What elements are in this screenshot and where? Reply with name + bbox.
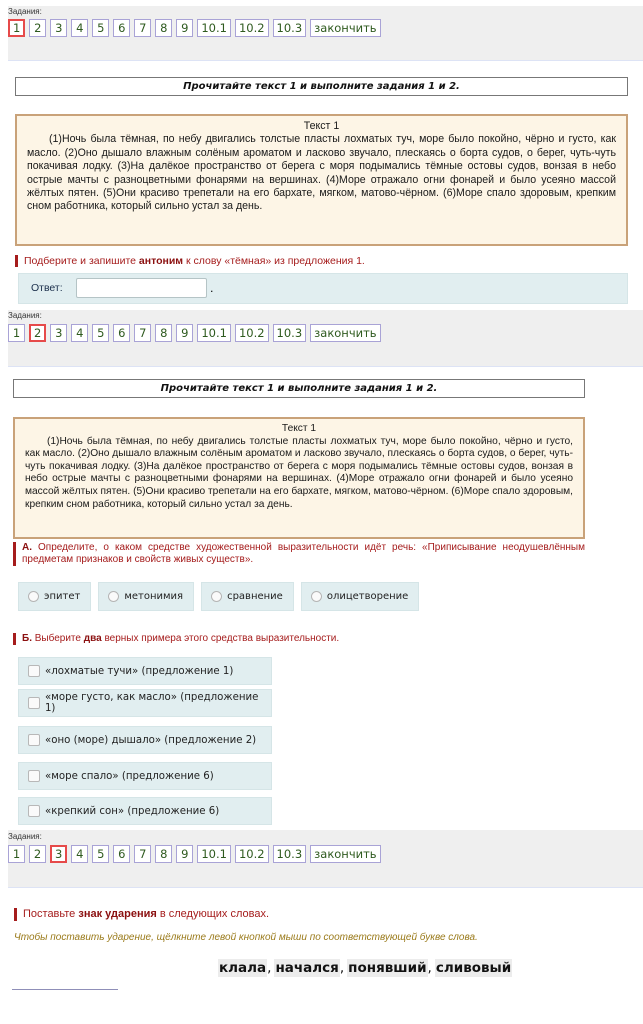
- checkbox-option[interactable]: [18, 657, 272, 685]
- stress-word[interactable]: клала: [219, 960, 267, 976]
- checkbox-label: «лохматые тучи» (предложение 1): [45, 665, 234, 677]
- radio-button[interactable]: [311, 591, 322, 602]
- nav-buttons: [8, 324, 381, 342]
- nav-label: Задания:: [8, 832, 42, 841]
- question-keyword: знак ударения: [78, 908, 157, 920]
- answer-label: Ответ:: [31, 282, 63, 294]
- task-button-8[interactable]: 8: [155, 324, 172, 342]
- question-b-text-end: верных примера этого средства выразительности.: [101, 633, 340, 644]
- checkbox-option[interactable]: [18, 797, 272, 825]
- task-button-5[interactable]: 5: [92, 324, 109, 342]
- task-button-10.1[interactable]: 10.1: [197, 19, 231, 37]
- question-keyword: антоним: [138, 255, 184, 267]
- checkbox[interactable]: [28, 770, 40, 782]
- checkbox[interactable]: [28, 805, 40, 817]
- checkbox-option[interactable]: [18, 762, 272, 790]
- nav-label: Задания:: [8, 7, 42, 16]
- task-frame-3: [0, 828, 643, 1024]
- question-b-keyword: два: [83, 633, 102, 644]
- task-button-7[interactable]: 7: [134, 845, 151, 863]
- stress-word[interactable]: начался: [275, 960, 339, 976]
- stress-word[interactable]: сливовый: [435, 960, 512, 976]
- task-header: Прочитайте текст 1 и выполните задания 1 и 2.: [15, 77, 628, 96]
- radio-label: сравнение: [227, 591, 283, 602]
- task-button-10.2[interactable]: 10.2: [235, 19, 269, 37]
- radio-label: олицетворение: [326, 591, 409, 602]
- task-button-10.3[interactable]: 10.3: [273, 19, 307, 37]
- radio-group: [18, 582, 419, 611]
- divider-line: [12, 989, 118, 990]
- answer-input[interactable]: [76, 278, 207, 298]
- task-button-5[interactable]: 5: [92, 845, 109, 863]
- task-frame-2: [0, 310, 643, 828]
- task-button-10.1[interactable]: 10.1: [197, 324, 231, 342]
- checkbox[interactable]: [28, 697, 40, 709]
- question-text: Подберите и запишите: [24, 255, 139, 267]
- checkbox-label: «крепкий сон» (предложение 6): [45, 805, 220, 817]
- task-button-10.2[interactable]: 10.2: [235, 845, 269, 863]
- text-body: (1)Ночь была тёмная, по небу двигались толстые пласты лохматых туч, море было покойно, чёрно и густо, как масло. (2)Оно дышало влажным солёным ароматом и ласково звучало, плескаясь о борта судов, о берег, чуть-чуть покачивая лодку. (3)На далёкое пространство от берега с моря подымались тёмные остовы судов, вонзая в небо острые мачты с разноцветными фонарями на вершинах. (4)Море отражало огни фонарей и было усеяно массой жёлтых пятен. (5)Они красиво трепетали на его бархате, мягком, матово-чёрном. (6)Море спало здоровым, крепким сном работника, который сильно устал за день.: [25, 435, 573, 510]
- task-button-3[interactable]: 3: [50, 845, 67, 863]
- text-passage: [13, 417, 585, 539]
- finish-button[interactable]: закончить: [310, 845, 380, 863]
- task-button-9[interactable]: 9: [176, 19, 193, 37]
- word-separator: ,: [339, 960, 345, 976]
- radio-option[interactable]: [301, 582, 420, 611]
- task-button-8[interactable]: 8: [155, 19, 172, 37]
- finish-button[interactable]: закончить: [310, 19, 380, 37]
- stress-word[interactable]: понявший: [348, 960, 427, 976]
- task-button-2[interactable]: 2: [29, 845, 46, 863]
- word-separator: ,: [267, 960, 272, 976]
- task-header: Прочитайте текст 1 и выполните задания 1 и 2.: [13, 379, 585, 398]
- task-button-4[interactable]: 4: [71, 324, 88, 342]
- radio-label: эпитет: [44, 591, 81, 602]
- checkbox-option[interactable]: [18, 689, 272, 717]
- task-nav-bar: [8, 830, 643, 888]
- task-button-3[interactable]: 3: [50, 19, 67, 37]
- question-stress: [14, 908, 269, 921]
- checkbox-label: «оно (море) дышало» (предложение 2): [45, 734, 257, 746]
- task-button-6[interactable]: 6: [113, 845, 130, 863]
- checkbox-option[interactable]: [18, 726, 272, 754]
- question-b-text: Выберите: [31, 633, 84, 644]
- question-a: [13, 542, 585, 566]
- question-text: Поставьте: [23, 908, 79, 920]
- task-button-10.2[interactable]: 10.2: [235, 324, 269, 342]
- task-button-1[interactable]: 1: [8, 845, 25, 863]
- question-text-end: к слову «тёмная» из предложения 1.: [183, 255, 365, 267]
- task-button-10.3[interactable]: 10.3: [273, 845, 307, 863]
- nav-buttons: [8, 19, 381, 37]
- task-button-2[interactable]: 2: [29, 324, 46, 342]
- text-body: (1)Ночь была тёмная, по небу двигались толстые пласты лохматых туч, море было покойно, чёрно и густо, как масло. (2)Оно дышало влажным солёным ароматом и ласково звучало, плескаясь о борта судов, о берег, чуть-чуть покачивая лодку. (3)На далёкое пространство от берега с моря подымались тёмные остовы судов, вонзая в небо острые мачты с разноцветными фонарями на вершинах. (4)Море отражало огни фонарей и было усеяно массой жёлтых пятен. (5)Они красиво трепетали на его бархате, мягком, матово-чёрном. (6)Море спало здоровым, крепким сном работника, который сильно устал за день.: [27, 133, 616, 213]
- word-separator: ,: [427, 960, 432, 976]
- radio-button[interactable]: [108, 591, 119, 602]
- task-button-1[interactable]: 1: [8, 324, 25, 342]
- task-button-7[interactable]: 7: [134, 324, 151, 342]
- task-button-7[interactable]: 7: [134, 19, 151, 37]
- hint-text: Чтобы поставить ударение, щёлкните левой кнопкой мыши по соответствующей букве слова.: [14, 932, 478, 943]
- task-button-9[interactable]: 9: [176, 324, 193, 342]
- answer-area: [18, 273, 628, 304]
- text-passage: [15, 114, 628, 246]
- task-button-4[interactable]: 4: [71, 19, 88, 37]
- task-button-3[interactable]: 3: [50, 324, 67, 342]
- task-button-9[interactable]: 9: [176, 845, 193, 863]
- radio-option[interactable]: [98, 582, 194, 611]
- nav-buttons: [8, 845, 381, 863]
- task-frame-1: [0, 0, 643, 310]
- task-button-6[interactable]: 6: [113, 19, 130, 37]
- radio-button[interactable]: [211, 591, 222, 602]
- radio-option[interactable]: [201, 582, 294, 611]
- radio-button[interactable]: [28, 591, 39, 602]
- task-button-10.1[interactable]: 10.1: [197, 845, 231, 863]
- question-antonym: [15, 255, 365, 267]
- radio-label: метонимия: [124, 591, 184, 602]
- stress-words: [218, 959, 512, 977]
- question-a-marker: А.: [22, 542, 32, 553]
- task-button-5[interactable]: 5: [92, 19, 109, 37]
- checkbox-label: «море спало» (предложение 6): [45, 770, 214, 782]
- answer-suffix: .: [210, 282, 214, 295]
- task-button-10.3[interactable]: 10.3: [273, 324, 307, 342]
- task-nav-bar: [8, 6, 643, 61]
- nav-label: Задания:: [8, 311, 42, 320]
- task-button-2[interactable]: 2: [29, 19, 46, 37]
- task-button-8[interactable]: 8: [155, 845, 172, 863]
- radio-option[interactable]: [18, 582, 91, 611]
- question-a-text: Определите, о каком средстве художественной выразительности идёт речь: «Приписывание неодушевлённым предметам признаков и свойств живых существ».: [22, 542, 585, 565]
- task-button-6[interactable]: 6: [113, 324, 130, 342]
- task-nav-bar: [8, 310, 643, 367]
- text-title: Текст 1: [303, 120, 340, 132]
- question-b-marker: Б.: [22, 633, 32, 644]
- question-text-end: в следующих словах.: [156, 908, 270, 920]
- text-title: Текст 1: [281, 423, 317, 434]
- checkbox-label: «море густо, как масло» (предложение 1): [44, 692, 259, 714]
- question-b: [13, 633, 339, 645]
- checkbox[interactable]: [28, 665, 40, 677]
- checkbox[interactable]: [28, 734, 40, 746]
- task-button-1[interactable]: 1: [8, 19, 25, 37]
- task-button-4[interactable]: 4: [71, 845, 88, 863]
- finish-button[interactable]: закончить: [310, 324, 380, 342]
